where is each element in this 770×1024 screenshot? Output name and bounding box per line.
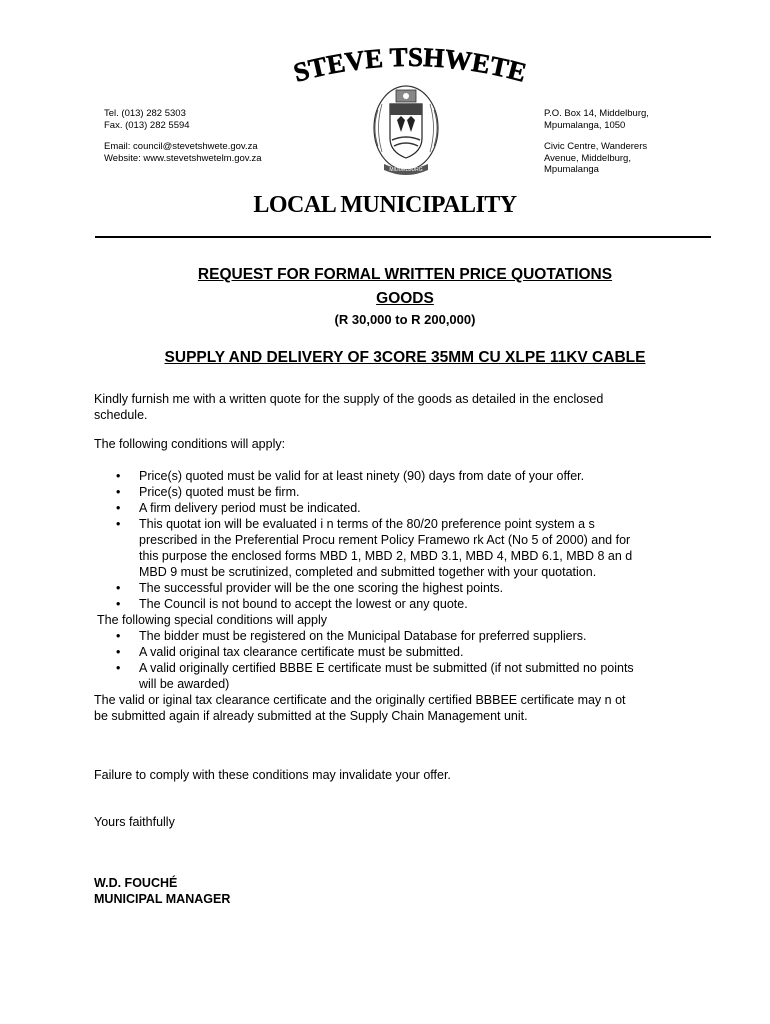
website: Website: www.stevetshwetelm.gov.za [104,152,262,164]
fax: Fax. (013) 282 5594 [104,119,190,131]
street-address-line1: Civic Centre, Wanderers [544,141,648,152]
crest-banner-text: MIDDELBURG [389,167,423,173]
contact-details-right [544,108,649,176]
municipality-name: STEVE TSHWETE [290,41,530,88]
special-conditions-intro: The following special conditions will apply [97,613,327,627]
postal-address-line1: P.O. Box 14, Middelburg, [544,108,649,119]
list-item: • A valid originally certified BBBE E certificate must be submitted (if not submitted no points will be awarded) [116,661,634,691]
street-address-line2: Avenue, Middelburg, [544,152,631,164]
coat-of-arms-crest [370,82,442,182]
bullet-icon: • [116,629,121,643]
list-item: • The Council is not bound to accept the lowest or any quote. [116,597,468,611]
value-range: (R 30,000 to R 200,000) [334,312,476,327]
municipality-subtitle: LOCAL MUNICIPALITY [253,192,517,218]
list-item: • The bidder must be registered on the Municipal Database for preferred suppliers. [116,629,587,643]
street-address-line3: Mpumalanga [544,164,599,175]
list-item: • This quotat ion will be evaluated i n terms of the 80/20 preference point system a s prescribed in the Preferential Procu rement Policy Framewo rk Act (No 5 of 2000) and for this purpose the enclosed forms MBD 1, MBD 2, MBD 3.1, MBD 4, MBD 6.1, MBD 8 an d MBD 9 must be scrutinized, completed and submitted together with your quotation. [116,517,633,579]
header-divider [95,236,711,238]
conditions-section [94,468,724,724]
intro-paragraph: Kindly furnish me with a written quote for the supply of the goods as detailed in the enclosed schedule. [94,392,604,422]
bullet-icon: • [116,645,121,659]
bullet-icon: • [116,581,121,595]
closing-salutation: Yours faithfully [94,815,175,829]
bullet-icon: • [116,501,121,515]
list-item: • Price(s) quoted must be valid for at least ninety (90) days from date of your offer. [116,469,585,483]
document-subject: SUPPLY AND DELIVERY OF 3CORE 35MM CU XLPE 11KV CABLE [164,349,646,366]
list-item: • Price(s) quoted must be firm. [116,485,300,499]
bullet-icon: • [116,469,121,483]
document-category: GOODS [376,290,434,307]
telephone: Tel. (013) 282 5303 [104,108,186,119]
bullet-icon: • [116,661,121,675]
signatory-name: W.D. FOUCHÉ [94,876,178,890]
certificate-note: The valid or iginal tax clearance certificate and the originally certified BBBEE certificate may n ot be submitted again if already submitted at the Supply Chain Management unit. [94,693,626,723]
list-item: • A firm delivery period must be indicated. [116,501,361,515]
list-item: • The successful provider will be the one scoring the highest points. [116,581,504,595]
signature-block [94,875,230,907]
document-title: REQUEST FOR FORMAL WRITTEN PRICE QUOTATIONS [197,266,613,283]
list-item: • A valid original tax clearance certificate must be submitted. [116,645,464,659]
signatory-role: MUNICIPAL MANAGER [94,892,231,906]
bullet-icon: • [116,597,121,611]
postal-address-line2: Mpumalanga, 1050 [544,119,626,131]
contact-details-left [104,108,262,164]
failure-warning: Failure to comply with these conditions may invalidate your offer. [94,768,451,782]
email: Email: council@stevetshwete.gov.za [104,141,258,152]
bullet-icon: • [116,485,121,499]
bullet-icon: • [116,517,121,531]
conditions-intro: The following conditions will apply: [94,437,286,451]
